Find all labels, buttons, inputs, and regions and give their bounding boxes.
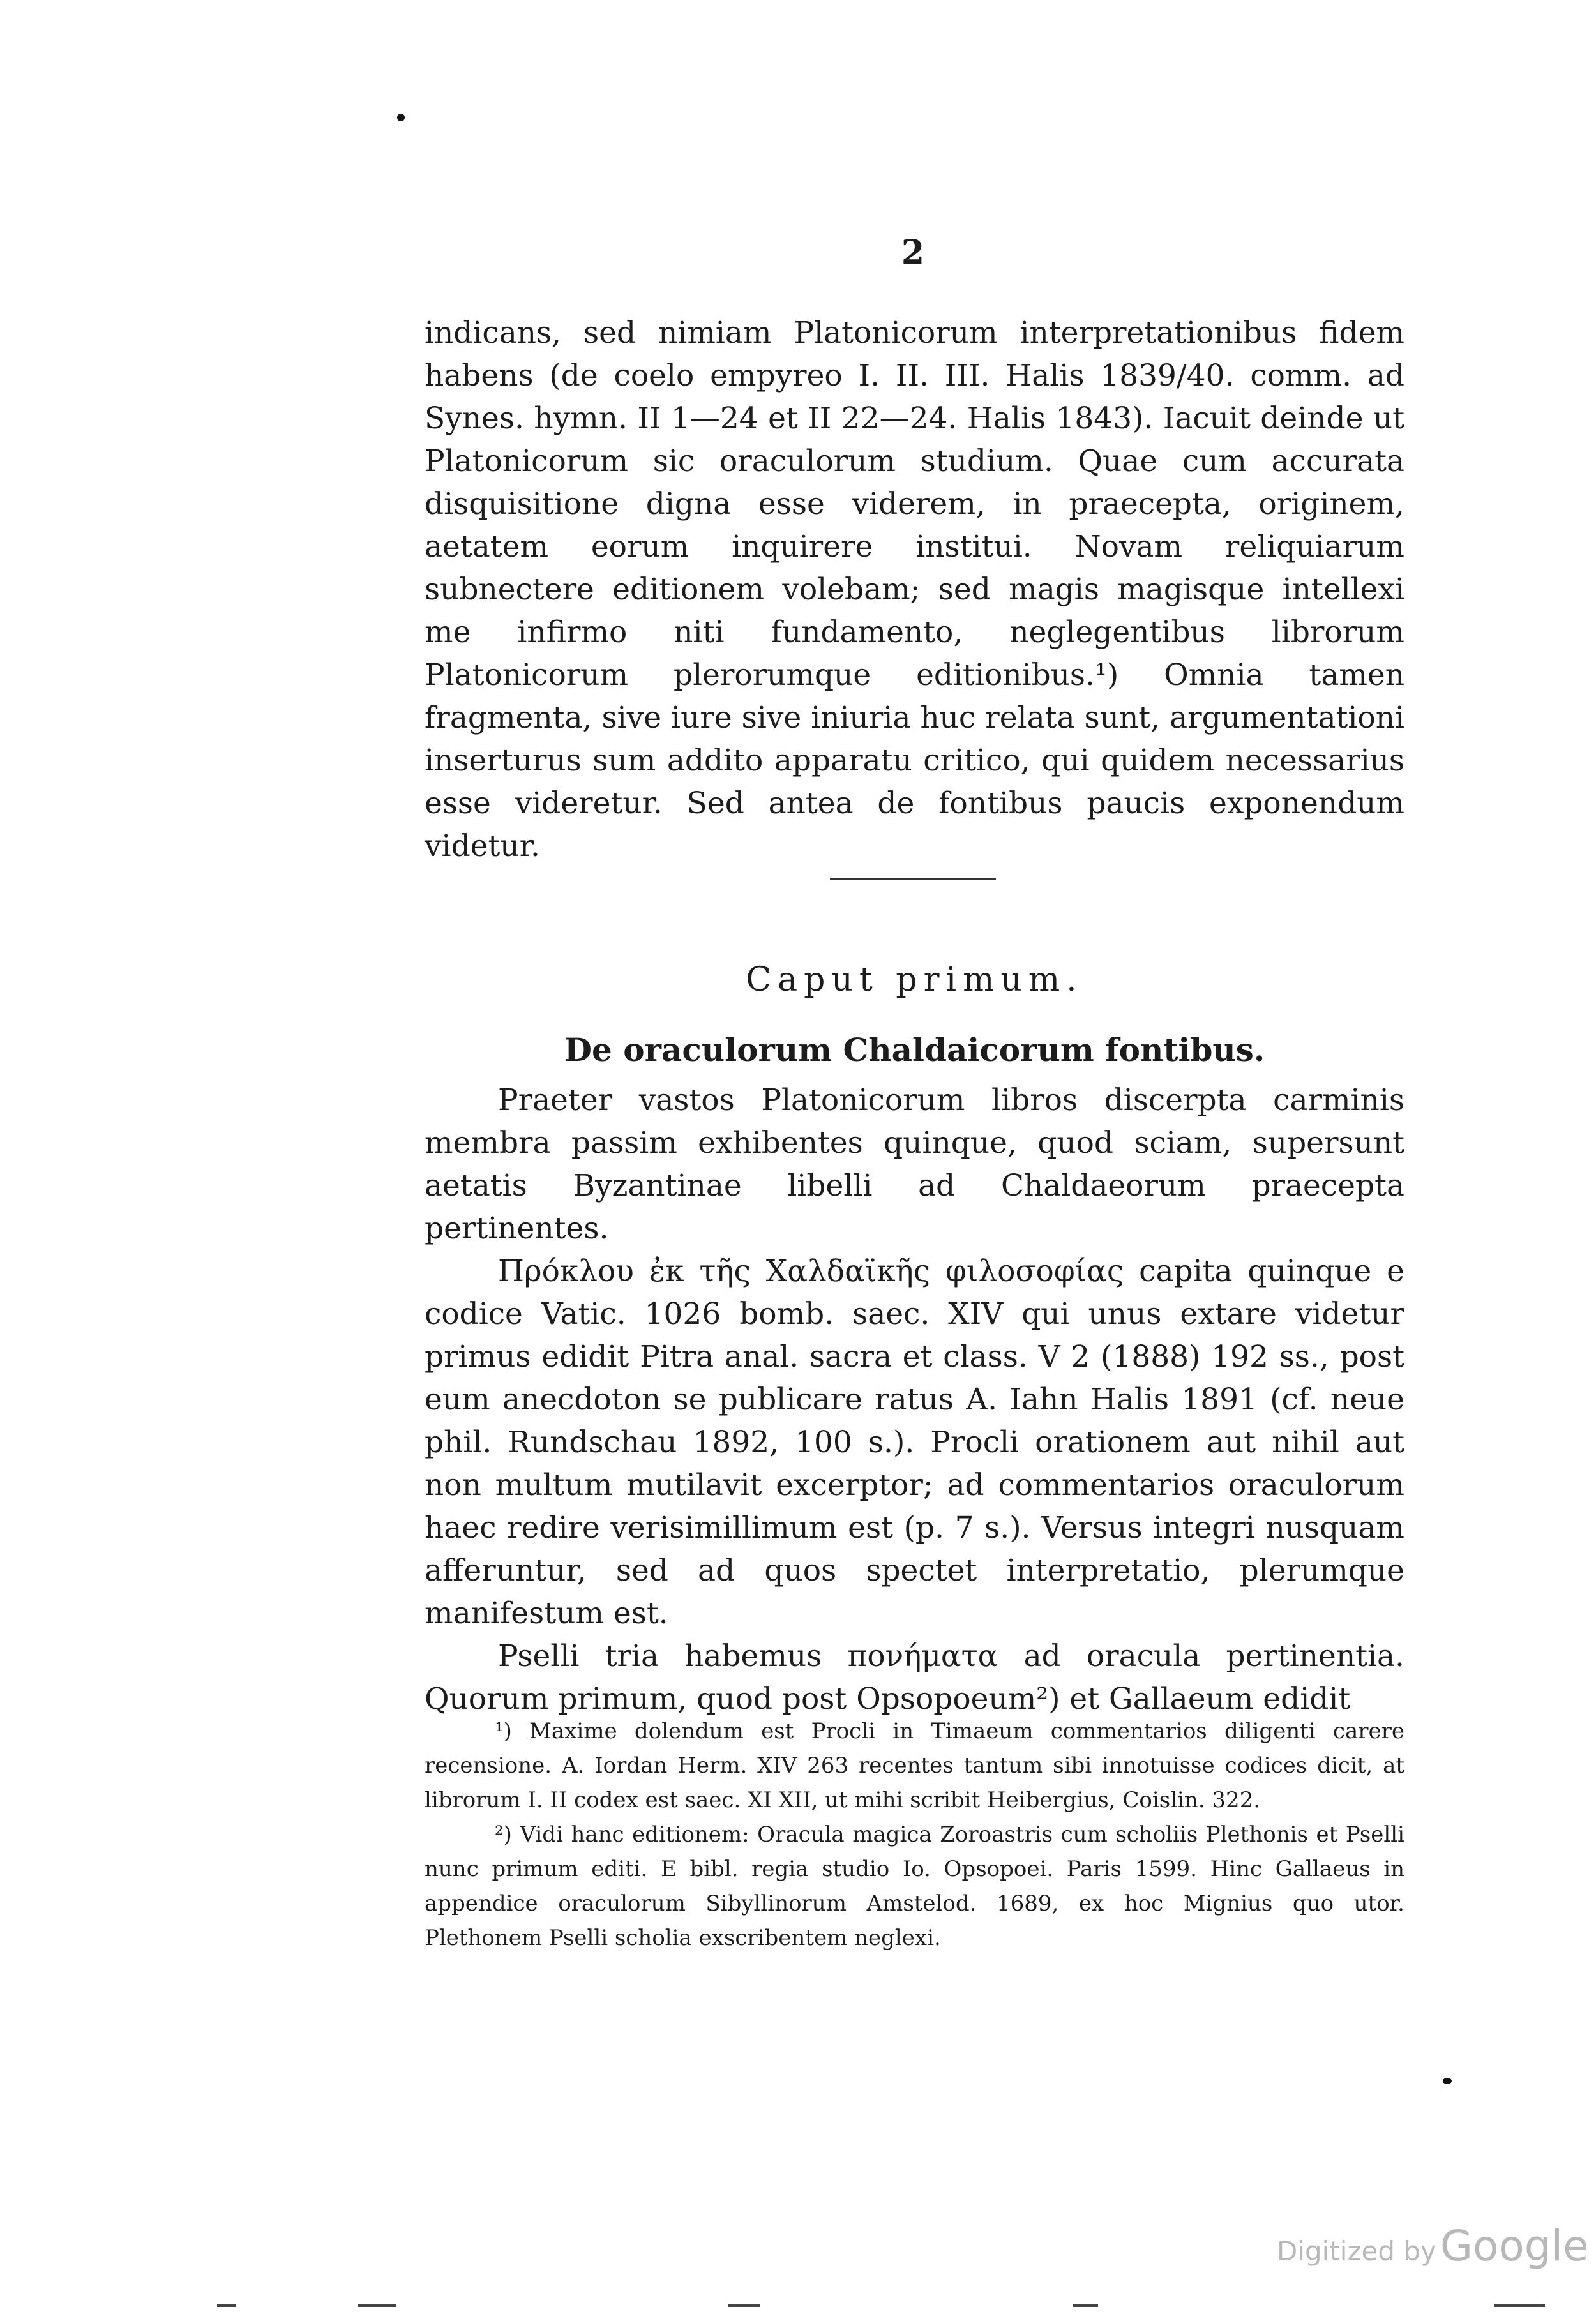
scan-edge-mark bbox=[217, 2304, 236, 2307]
body-paragraph: Praeter vastos Platonicorum libros discerpta carminis membra passim exhibentes quinque, quod sciam, supersunt aetatis Byzantinae libelli ad Chaldaeorum praecepta pertinentes. bbox=[425, 1083, 1404, 1246]
speck-mark bbox=[1443, 2078, 1452, 2084]
chapter-body bbox=[425, 1079, 1404, 1720]
chapter-title: De oraculorum Chaldaicorum fontibus. bbox=[564, 1031, 1265, 1069]
intro-paragraph: indicans, sed nimiam Platonicorum interpretationibus fidem habens (de coelo empyreo I. II. III. Halis 1839/40. comm. ad Synes. hymn. II 1—24 et II 22—24. Halis 1843). Iacuit deinde ut Platonicorum sic oraculorum studium. Quae cum accurata disquisitione digna esse viderem, in praecepta, originem, aetatem eorum inquirere institui. Novam reliquiarum subnectere editionem volebam; sed magis magisque intellexi me infirmo niti fundamento, neglegentibus librorum Platonicorum plerorumque editionibus.¹) Omnia tamen fragmenta, sive iure sive iniuria huc relata sunt, argumentationi inserturus sum addito apparatu critico, qui quidem necessarius esse videretur. Sed antea de fontibus paucis exponendum videtur. bbox=[425, 315, 1404, 864]
scan-edge-mark bbox=[728, 2304, 760, 2307]
section-divider bbox=[830, 878, 996, 880]
footnote: ¹) Maxime dolendum est Procli in Timaeum commentarios diligenti carere recensione. A. Iordan Herm. XIV 263 recentes tantum sibi innotuisse codices dicit, at librorum I. II codex est saec. XI XII, ut mihi scribit Heibergius, Coislin. 322. bbox=[425, 1718, 1404, 1813]
chapter-heading: Caput primum. bbox=[746, 961, 1083, 999]
scan-edge-mark bbox=[1073, 2304, 1098, 2307]
scan-edge-mark bbox=[1494, 2304, 1545, 2307]
footnote: ²) Vidi hanc editionem: Oracula magica Zoroastris cum scholiis Plethonis et Pselli nunc primum editi. E bibl. regia studio Io. Opsopoei. Paris 1599. Hinc Gallaeus in appendice oraculorum Sibyllinorum Amstelod. 1689, ex hoc Mignius quo utor. Plethonem Pselli scholia exscribentem neglexi. bbox=[425, 1822, 1404, 1951]
digitized-watermark bbox=[1277, 2221, 1589, 2271]
body-paragraph: Πρόκλου ἐκ τῆς Χαλδαϊκῆς φιλοσοφίας capita quinque e codice Vatic. 1026 bomb. saec. XIV qui unus extare videtur primus edidit Pitra anal. sacra et class. V 2 (1888) 192 ss., post eum anecdoton se publicare ratus A. Iahn Halis 1891 (cf. neue phil. Rundschau 1892, 100 s.). Procli orationem aut nihil aut non multum mutilavit excerptor; ad commentarios oraculorum haec redire verisimillimum est (p. 7 s.). Versus integri nusquam afferuntur, sed ad quos spectet interpretatio, plerumque manifestum est. bbox=[425, 1254, 1404, 1631]
page-number: 2 bbox=[901, 233, 925, 272]
google-logo: Google bbox=[1440, 2221, 1589, 2271]
scan-edge-mark bbox=[358, 2304, 396, 2307]
footnotes bbox=[425, 1714, 1404, 1955]
watermark-prefix: Digitized by bbox=[1277, 2235, 1436, 2267]
speck-mark bbox=[397, 114, 405, 121]
body-paragraph: Pselli tria habemus πονήματα ad oracula pertinentia. Quorum primum, quod post Opsopoeum²) et Gallaeum edidit bbox=[425, 1639, 1404, 1717]
